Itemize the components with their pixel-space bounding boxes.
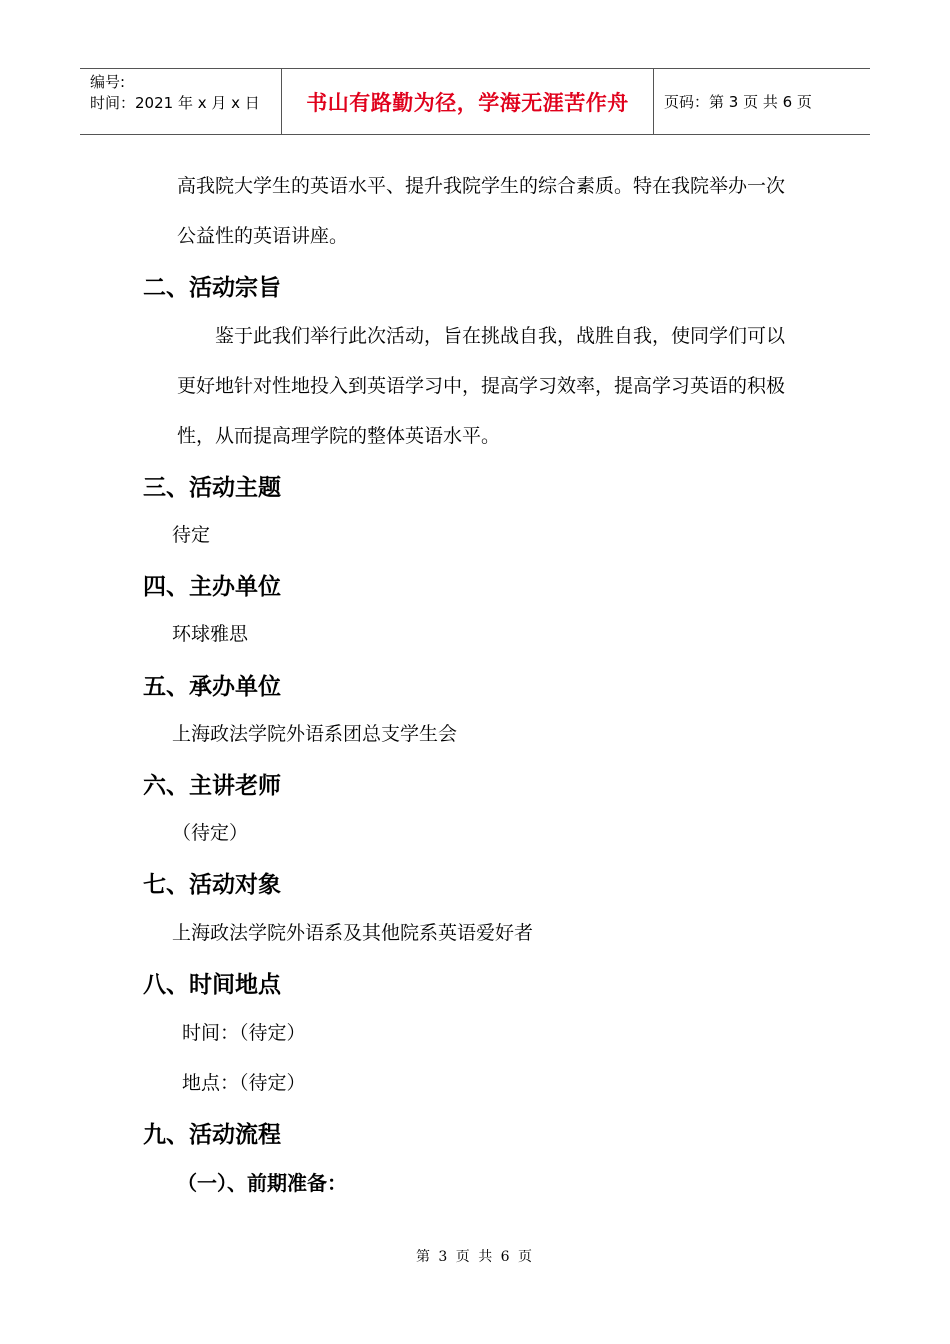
purpose-line-2: 更好地针对性地投入到英语学习中，提高学习效率，提高学习英语的积极 <box>177 375 786 397</box>
header-meta-cell <box>80 69 282 134</box>
section-heading-time-place: 八、时间地点 <box>143 972 281 998</box>
section-heading-host: 五、承办单位 <box>143 674 281 700</box>
page-footer: 第 3 页 共 6 页 <box>415 1249 535 1265</box>
intro-line-2: 公益性的英语讲座。 <box>177 225 349 247</box>
audience-text: 上海政法学院外语系及其他院系英语爱好者 <box>172 922 534 944</box>
header-date: 时间：2021 年 x 月 x 日 <box>90 94 260 112</box>
purpose-line-1: 鉴于此我们举行此次活动，旨在挑战自我，战胜自我，使同学们可以 <box>215 325 786 347</box>
place-text: 地点：（待定） <box>182 1072 306 1094</box>
section-heading-process: 九、活动流程 <box>143 1122 281 1148</box>
header-number-label: 编号: <box>90 73 126 91</box>
section-heading-speaker: 六、主讲老师 <box>143 773 281 799</box>
purpose-line-3: 性，从而提高理学院的整体英语水平。 <box>177 425 501 447</box>
host-text: 上海政法学院外语系团总支学生会 <box>172 723 458 745</box>
process-subheading-prep: （一）、前期准备： <box>177 1171 347 1195</box>
header-motto: 书山有路勤为径，学海无涯苦作舟 <box>282 69 654 134</box>
organizer-text: 环球雅思 <box>172 623 249 645</box>
section-heading-audience: 七、活动对象 <box>143 872 281 898</box>
section-heading-purpose: 二、活动宗旨 <box>143 275 281 301</box>
header-page-info: 页码：第 3 页 共 6 页 <box>664 93 812 111</box>
theme-text: 待定 <box>172 524 211 546</box>
section-heading-organizer: 四、主办单位 <box>143 574 281 600</box>
speaker-text: （待定） <box>172 822 249 844</box>
intro-line-1: 高我院大学生的英语水平、提升我院学生的综合素质。特在我院举办一次 <box>177 175 786 197</box>
time-text: 时间：（待定） <box>182 1022 306 1044</box>
section-heading-theme: 三、活动主题 <box>143 475 281 501</box>
page-header <box>80 68 870 135</box>
